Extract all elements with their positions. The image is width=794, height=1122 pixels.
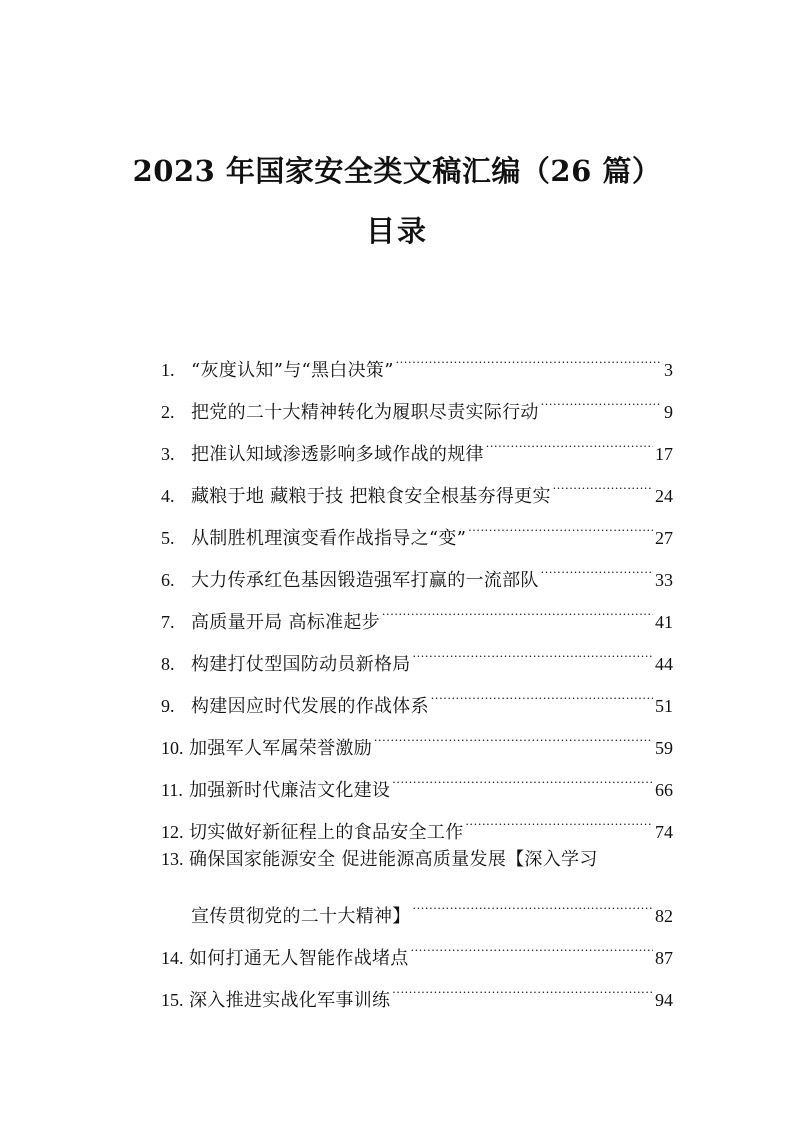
toc-entry-number: 13.: [161, 849, 184, 869]
toc-entry-title: 高质量开局 高标准起步: [191, 612, 381, 633]
toc-entry[interactable]: [161, 838, 673, 880]
toc-entry-number: 6.: [161, 570, 175, 590]
toc-dot-leader: [466, 796, 654, 838]
toc-entry-page: 33: [655, 570, 673, 590]
toc-entry-title: 加强军人军属荣誉激励: [189, 738, 372, 759]
toc-entry-number: 14.: [161, 948, 184, 968]
toc-entry-page: 27: [655, 528, 673, 548]
toc-entry-number: 12.: [161, 822, 184, 842]
toc-dot-leader: [486, 418, 653, 460]
document-title: 2023 年国家安全类文稿汇编（26 篇）: [132, 154, 662, 188]
toc-entry-number: 9.: [161, 696, 175, 716]
toc-entry-title: 构建打仗型国防动员新格局: [191, 654, 411, 675]
toc-dot-leader: [541, 376, 662, 418]
toc-entry-title: 从制胜机理演变看作战指导之“变”: [191, 528, 467, 549]
toc-entry-title: 确保国家能源安全 促进能源高质量发展【深入学习: [189, 849, 598, 870]
toc-dot-leader: [468, 502, 653, 544]
toc-entry-page: 41: [655, 612, 673, 632]
toc-entry-number: 1.: [161, 360, 175, 380]
toc-entry-continuation[interactable]: [161, 880, 673, 927]
toc-entry-page: 87: [655, 948, 673, 968]
toc-entry[interactable]: [161, 334, 673, 381]
toc-entry-number: 15.: [161, 990, 184, 1010]
toc-dot-leader: [396, 334, 662, 376]
toc-dot-leader: [392, 754, 653, 796]
toc-dot-leader: [553, 460, 653, 502]
toc-entry-number: 8.: [161, 654, 175, 674]
toc-entry-page: 66: [655, 780, 673, 800]
toc-entry-title: 把准认知域渗透影响多域作战的规律: [191, 444, 484, 465]
toc-entry-page: 82: [655, 906, 673, 926]
toc-entry-number: 7.: [161, 612, 175, 632]
toc-entry-page: 94: [655, 990, 673, 1010]
toc-dot-leader: [411, 922, 653, 964]
toc-entry-page: 3: [664, 360, 673, 380]
toc-entry-page: 9: [664, 402, 673, 422]
toc-entry-title: 把党的二十大精神转化为履职尽责实际行动: [191, 402, 539, 423]
toc-entry-title: 深入推进实战化军事训练: [189, 990, 391, 1011]
toc-entry-title: 藏粮于地 藏粮于技 把粮食安全根基夯得更实: [191, 486, 551, 507]
toc-entry-page: 59: [655, 738, 673, 758]
toc-entry-title: “灰度认知”与“黑白决策”: [191, 360, 394, 381]
toc-dot-leader: [374, 712, 653, 754]
toc-entry-title: 构建因应时代发展的作战体系: [191, 696, 429, 717]
toc-entry-title: 切实做好新征程上的食品安全工作: [189, 822, 464, 843]
toc-dot-leader: [382, 586, 653, 628]
toc-dot-leader: [413, 880, 653, 922]
toc-entry-number: 11.: [161, 780, 183, 800]
toc-entry-number: 5.: [161, 528, 175, 548]
toc-entry-title: 如何打通无人智能作战堵点: [189, 948, 409, 969]
toc-entry-number: 10.: [161, 738, 184, 758]
toc-heading: 目录: [365, 214, 428, 248]
toc-dot-leader: [392, 964, 653, 1006]
toc-entry-page: 74: [655, 822, 673, 842]
toc-entry-title: 加强新时代廉洁文化建设: [189, 780, 391, 801]
toc-dot-leader: [413, 628, 653, 670]
toc-entry-page: 24: [655, 486, 673, 506]
toc-entry-number: 3.: [161, 444, 175, 464]
table-of-contents: [161, 334, 673, 1011]
toc-entry-title: 大力传承红色基因锻造强军打赢的一流部队: [191, 570, 539, 591]
toc-entry-page: 17: [655, 444, 673, 464]
toc-entry-page: 51: [655, 696, 673, 716]
toc-entry-page: 44: [655, 654, 673, 674]
toc-dot-leader: [431, 670, 653, 712]
toc-entry-number: 2.: [161, 402, 175, 422]
toc-entry-number: 4.: [161, 486, 175, 506]
toc-entry-title-continued: 宣传贯彻党的二十大精神】: [191, 906, 411, 927]
toc-dot-leader: [541, 544, 653, 586]
